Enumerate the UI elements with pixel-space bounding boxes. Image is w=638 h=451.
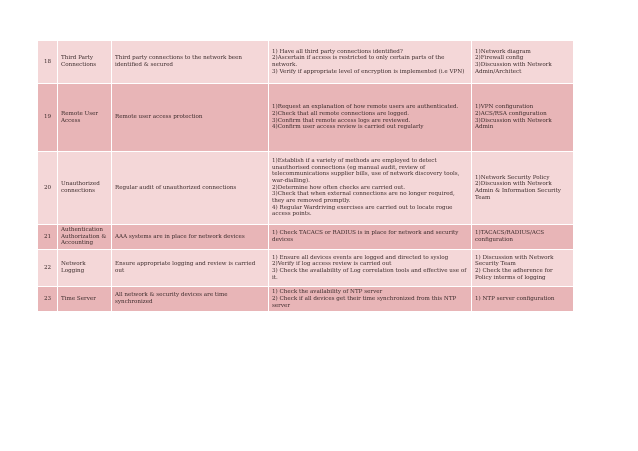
table-row	[38, 250, 574, 287]
check-item: 4) Regular Wardriving exercises are carried out to locate rogue access points.	[272, 204, 453, 218]
check-item: 2) Check if all devices get their time synchronized from this NTP server	[272, 295, 457, 309]
row-number: 18	[38, 41, 58, 84]
control-requirement: AAA systems are in place for network devices	[112, 225, 269, 250]
row-number: 21	[38, 225, 58, 250]
check-item: 1) Have all third party connections identified?	[272, 48, 403, 55]
evidence-item: 2)Discussion with Network Admin & Information Security Team	[475, 181, 561, 201]
evidence-item: 1)Network Security Policy	[475, 174, 550, 181]
audit-checks	[269, 225, 472, 250]
check-item: 2)Ascertain if access is restricted to only certain parts of the network.	[272, 55, 445, 68]
row-number: 22	[38, 250, 58, 287]
table-row	[38, 152, 574, 225]
evidence	[472, 250, 574, 287]
evidence-item: 2)ACS/RSA configuration	[475, 110, 547, 117]
check-item: 3)Check that when external connections are no longer required, they are removed promptly.	[272, 191, 455, 205]
check-item: 3) Check the availability of Log correlation tools and effective use of it.	[272, 268, 467, 281]
evidence-item: 2) Check the adherence for Policy interms of logging	[475, 268, 553, 281]
evidence-item: 1)TACACS/RADIUS/ACS configuration	[475, 230, 545, 244]
check-item: 3)Confirm that remote access logs are reviewed.	[272, 117, 411, 124]
check-item: 1) Check TACACS or RADIUS is in place for network and security devices	[272, 230, 459, 244]
control-title: Third Party Connections	[58, 41, 112, 84]
table-row	[38, 225, 574, 250]
audit-checks	[269, 41, 472, 84]
evidence-item: 3)Discussion with Network Admin	[475, 117, 552, 131]
control-requirement: All network & security devices are time synchronized	[112, 287, 269, 312]
evidence	[472, 84, 574, 152]
check-item: 2)Determine how often checks are carried out.	[272, 184, 406, 191]
audit-checks	[269, 84, 472, 152]
check-item: 4)Confirm user access review is carried out regularly	[272, 124, 424, 131]
evidence-item: 1) Discussion with Network Security Team	[475, 254, 554, 268]
table-row	[38, 41, 574, 84]
control-title: Network Logging	[58, 250, 112, 287]
control-title: Time Server	[58, 287, 112, 312]
audit-checks	[269, 152, 472, 225]
row-number: 20	[38, 152, 58, 225]
table-row	[38, 287, 574, 312]
check-item: 1) Check the availability of NTP server	[272, 289, 383, 296]
check-item: 2)Verify if log access review is carried out	[272, 261, 392, 268]
control-title: Unauthorized connections	[58, 152, 112, 225]
control-requirement: Regular audit of unauthorized connections	[112, 152, 269, 225]
evidence	[472, 41, 574, 84]
check-item: 2)Check that all remote connections are logged.	[272, 110, 410, 117]
evidence	[472, 287, 574, 312]
control-title: Remote User Access	[58, 84, 112, 152]
audit-checks	[269, 250, 472, 287]
check-item: 3) Verify if appropriate level of encryption is implemented (i.e VPN)	[272, 68, 465, 75]
control-title: Authentication Authorization & Accounting	[58, 225, 112, 250]
evidence-item: 3)Discussion with Network Admin/Architect	[475, 62, 552, 75]
evidence-item: 2)Firewall config	[475, 55, 524, 62]
control-requirement: Third party connections to the network been identified & secured	[112, 41, 269, 84]
evidence-item: 1) NTP server configuration	[475, 295, 555, 302]
row-number: 19	[38, 84, 58, 152]
evidence	[472, 152, 574, 225]
audit-checklist-page	[37, 40, 573, 312]
evidence-item: 1)VPN configuration	[475, 104, 534, 111]
check-item: 1)Establish if a variety of methods are employed to detect unauthorised connections (eg manual audit, review of telecommunications supplier bills, use of network discovery tools, war-dialling).	[272, 157, 460, 184]
control-requirement: Remote user access protection	[112, 84, 269, 152]
evidence	[472, 225, 574, 250]
audit-checklist-table	[37, 40, 574, 312]
check-item: 1) Ensure all devices events are logged and directed to syslog	[272, 254, 449, 261]
control-requirement: Ensure appropriate logging and review is carried out	[112, 250, 269, 287]
evidence-item: 1)Network diagram	[475, 48, 531, 55]
row-number: 23	[38, 287, 58, 312]
table-row	[38, 84, 574, 152]
check-item: 1)Request an explanation of how remote users are authenticated.	[272, 104, 459, 111]
audit-checks	[269, 287, 472, 312]
